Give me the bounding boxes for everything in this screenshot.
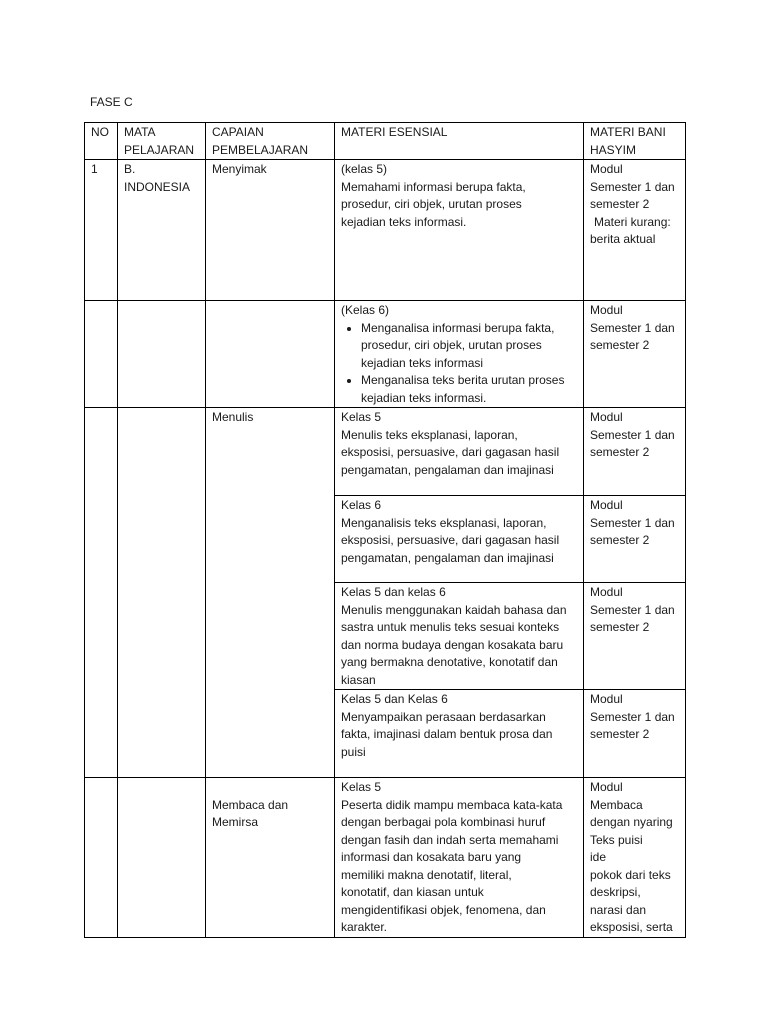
- table-header-row: [85, 123, 686, 160]
- cell-materi-bani: Modul Semester 1 dan semester 2: [584, 583, 686, 690]
- cell-mata-pelajaran: [118, 408, 206, 778]
- cell-materi: Kelas 5 dan kelas 6 Menulis menggunakan kaidah bahasa dan sastra untuk menulis teks sesuai konteks dan norma budaya dengan kosakata baru yang bermakna denotative, konotatif dan kiasan: [335, 583, 584, 690]
- header-mata-pelajaran: MATA PELAJARAN: [118, 123, 206, 160]
- cell-materi: Kelas 5 Peserta didik mampu membaca kata-kata dengan berbagai pola kombinasi huruf dengan fasih dan indah serta memahami informasi dan kosakata baru yang memiliki makna denotatif, literal, konotatif, dan kiasan untuk mengidentifikasi objek, fenomena, dan karakter.: [335, 778, 584, 938]
- page-heading: FASE C: [90, 95, 133, 109]
- table-row: [85, 301, 686, 408]
- list-item: • Menganalisa informasi berupa fakta, prosedur, ciri objek, urutan proses kejadian teks informasi: [361, 320, 578, 373]
- table-row: [85, 778, 686, 938]
- cell-materi-bani: Modul Semester 1 dan semester 2: [584, 690, 686, 778]
- cell-materi-bani: Modul Semester 1 dan semester 2: [584, 301, 686, 408]
- cell-capaian: [206, 301, 335, 408]
- header-materi-bani-hasyim: MATERI BANI HASYIM: [584, 123, 686, 160]
- cell-materi-bani: Modul Semester 1 dan semester 2: [584, 496, 686, 583]
- table-row: [85, 408, 686, 496]
- header-no: NO: [85, 123, 118, 160]
- cell-materi: Kelas 5 dan Kelas 6 Menyampaikan perasaan berdasarkan fakta, imajinasi dalam bentuk prosa dan puisi: [335, 690, 584, 778]
- cell-capaian: Menyimak: [206, 160, 335, 301]
- cell-materi-bani: Modul Semester 1 dan semester 2: [584, 408, 686, 496]
- materi-bullet-list: [341, 320, 578, 408]
- cell-mata-pelajaran: [118, 778, 206, 938]
- cell-no: 1: [85, 160, 118, 301]
- cell-materi-bani: Modul Semester 1 dan semester 2 Materi kurang: berita aktual: [584, 160, 686, 301]
- header-capaian-pembelajaran: CAPAIAN PEMBELAJARAN: [206, 123, 335, 160]
- cell-capaian: Membaca dan Memirsa: [206, 778, 335, 938]
- cell-materi: (Kelas 6) • Menganalisa informasi berupa fakta, prosedur, ciri objek, urutan proses kejadian teks informasi • Menganalisa teks berita urutan proses kejadian teks informasi.: [335, 301, 584, 408]
- list-item: • Menganalisa teks berita urutan proses kejadian teks informasi.: [361, 372, 578, 407]
- cell-mata-pelajaran: B. INDONESIA: [118, 160, 206, 301]
- curriculum-table: [84, 122, 686, 938]
- cell-mata-pelajaran: [118, 301, 206, 408]
- cell-no: [85, 778, 118, 938]
- cell-no: [85, 408, 118, 778]
- cell-materi: Kelas 6 Menganalisis teks eksplanasi, laporan, eksposisi, persuasive, dari gagasan hasil pengamatan, pengalaman dan imajinasi: [335, 496, 584, 583]
- cell-capaian: Menulis: [206, 408, 335, 778]
- cell-no: [85, 301, 118, 408]
- cell-materi-bani: Modul Membaca dengan nyaring Teks puisi ide pokok dari teks deskripsi, narasi dan eksposisi, serta: [584, 778, 686, 938]
- cell-materi: (kelas 5) Memahami informasi berupa fakta, prosedur, ciri objek, urutan proses kejadian teks informasi.: [335, 160, 584, 301]
- cell-materi: Kelas 5 Menulis teks eksplanasi, laporan, eksposisi, persuasive, dari gagasan hasil pengamatan, pengalaman dan imajinasi: [335, 408, 584, 496]
- table-row: [85, 160, 686, 301]
- header-materi-esensial: MATERI ESENSIAL: [335, 123, 584, 160]
